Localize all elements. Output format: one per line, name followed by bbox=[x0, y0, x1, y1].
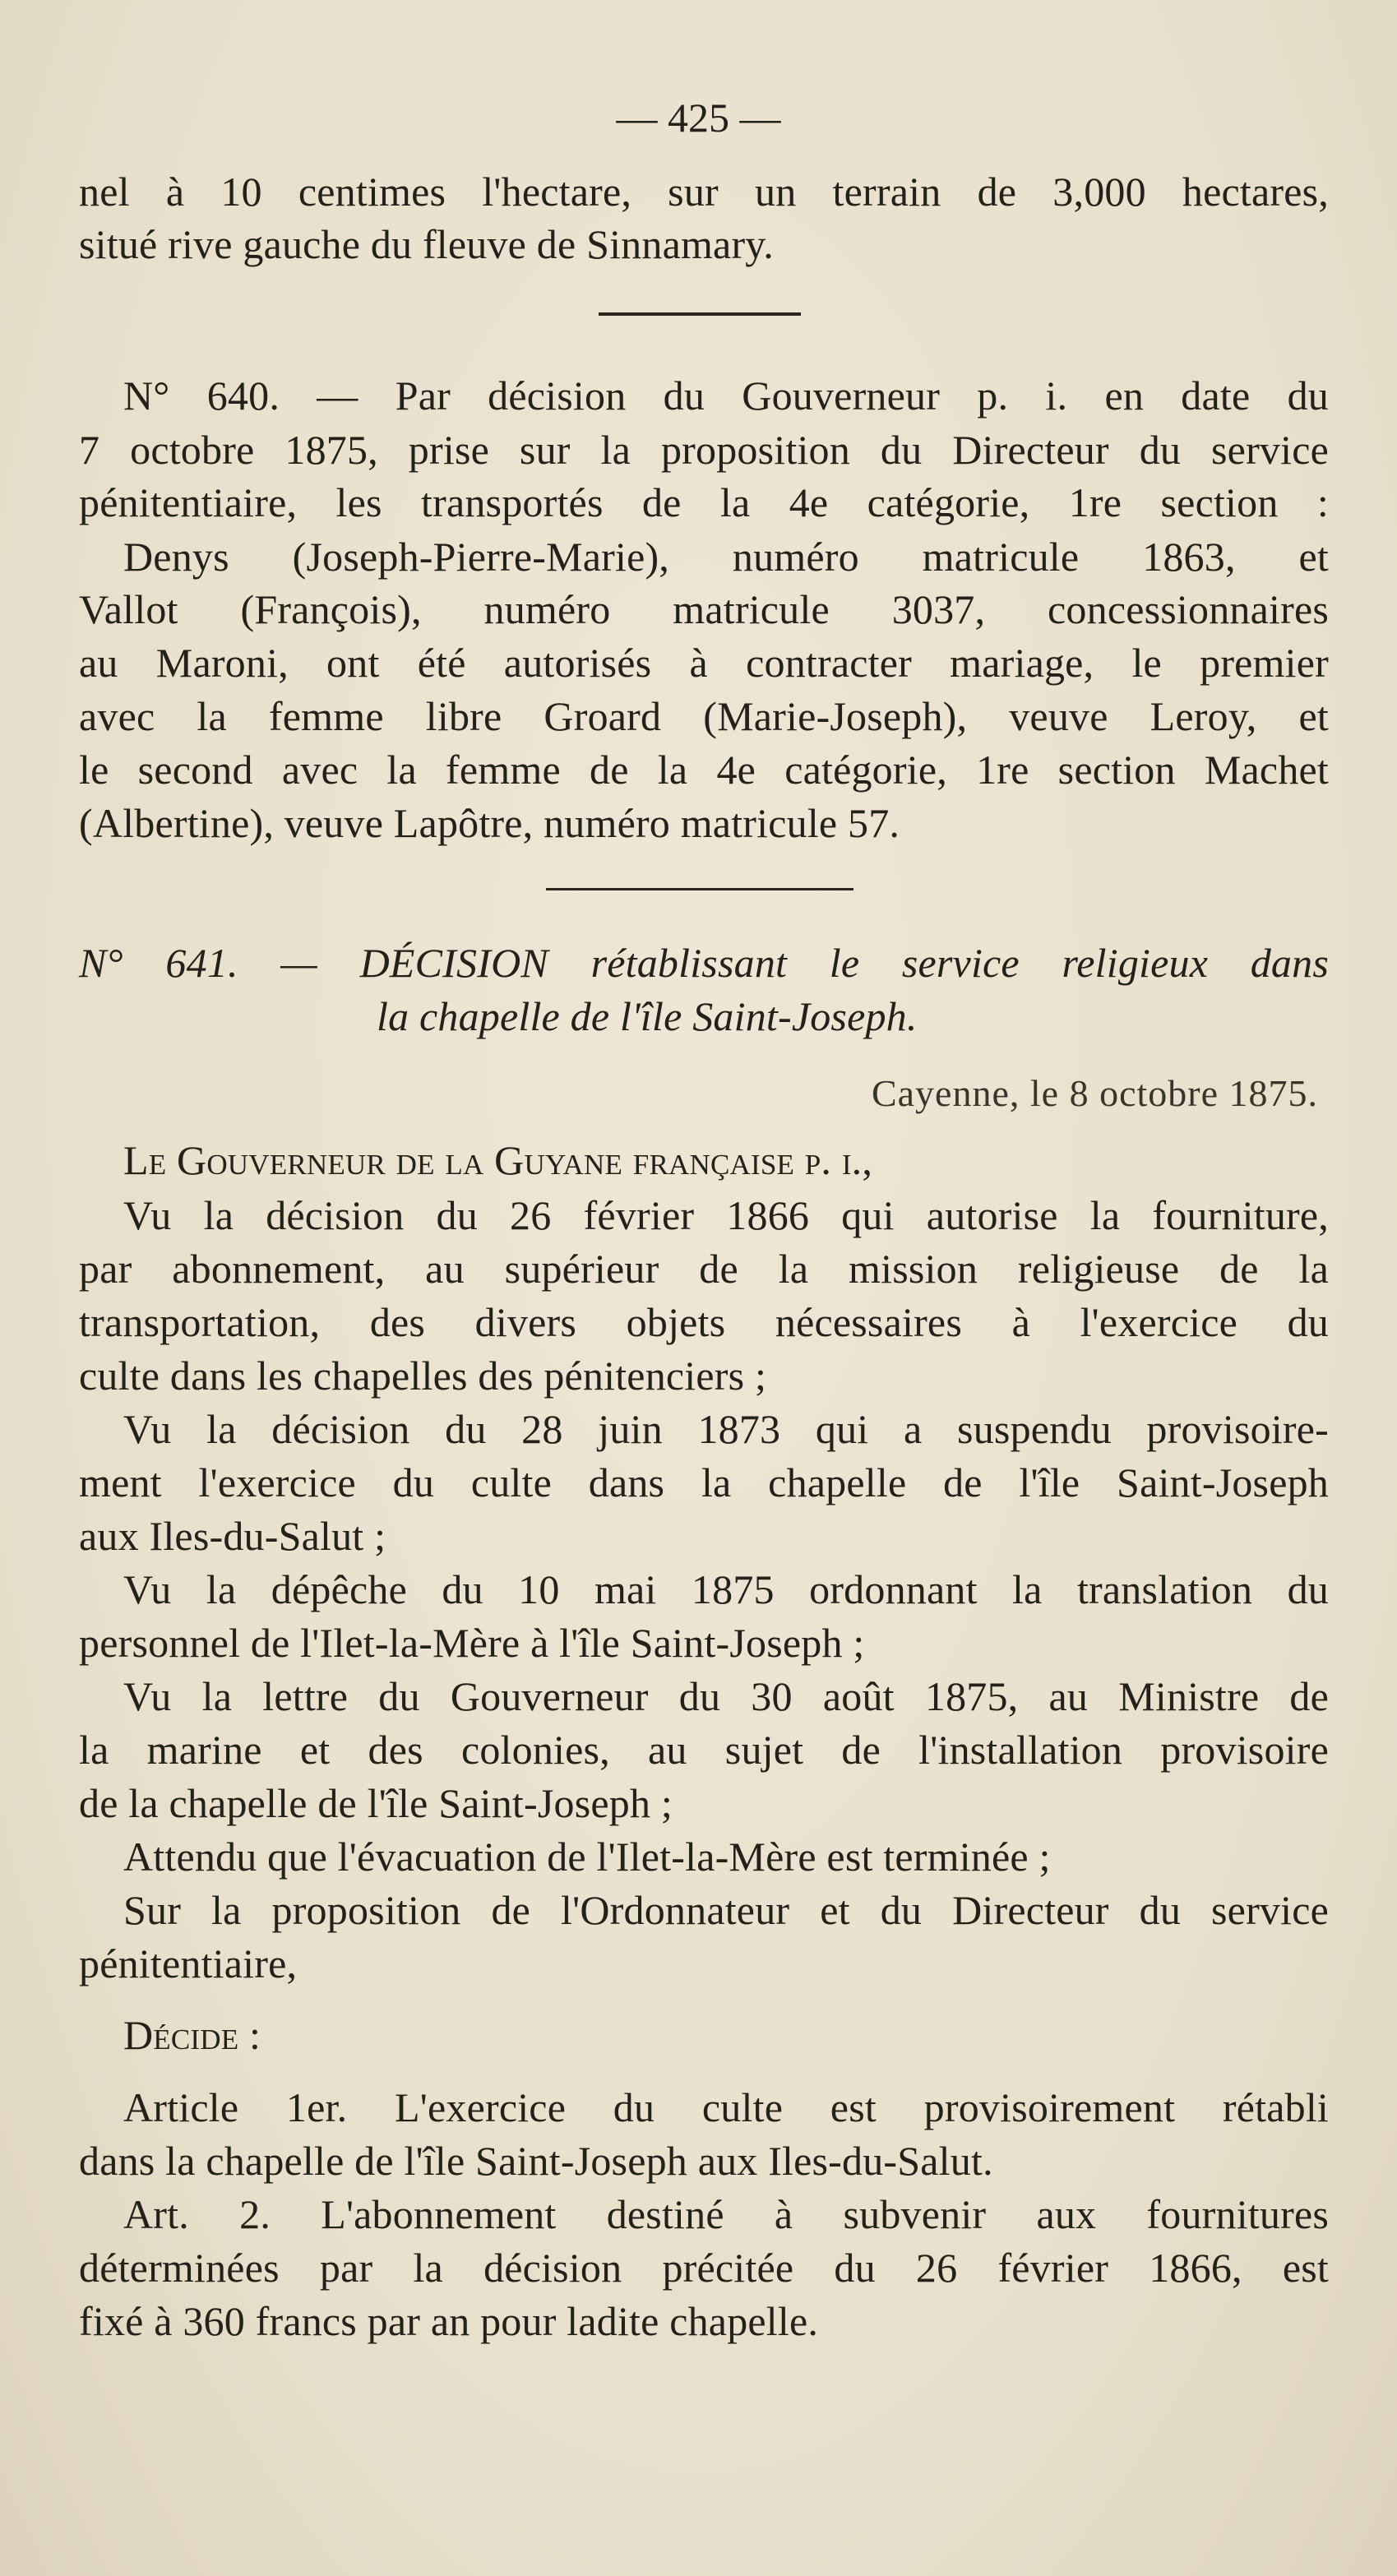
entry-641-line: transportation, des divers objets nécessaires à l'exercice du bbox=[79, 1299, 1329, 1345]
entry-640-line: Vallot (François), numéro matricule 3037, concessionnaires bbox=[79, 586, 1329, 632]
entry-641-line: la marine et des colonies, au sujet de l'installation provisoire bbox=[79, 1727, 1329, 1773]
entry-641-line: Vu la dépêche du 10 mai 1875 ordonnant la translation du bbox=[123, 1566, 1329, 1612]
entry-641-title-continued: la chapelle de l'île Saint-Joseph. bbox=[377, 993, 918, 1039]
entry-641-line: Sur la proposition de l'Ordonnateur et du Directeur du service bbox=[123, 1887, 1329, 1933]
entry-641-line: dans la chapelle de l'île Saint-Joseph aux Iles-du-Salut. bbox=[79, 2138, 993, 2184]
intro-line-2: situé rive gauche du fleuve de Sinnamary. bbox=[79, 221, 774, 267]
entry-641-line: Vu la décision du 28 juin 1873 qui a suspendu provisoire- bbox=[123, 1406, 1329, 1452]
section-divider-rule bbox=[599, 312, 801, 316]
entry-641-line: Article 1er. L'exercice du culte est provisoirement rétabli bbox=[123, 2084, 1329, 2130]
entry-641-title: N° 641. — DÉCISION rétablissant le service religieux dans bbox=[79, 940, 1329, 986]
section-divider-rule bbox=[546, 888, 853, 890]
entry-641-line: Art. 2. L'abonnement destiné à subvenir aux fournitures bbox=[123, 2191, 1329, 2237]
entry-640-line: avec la femme libre Groard (Marie-Joseph), veuve Leroy, et bbox=[79, 693, 1329, 739]
entry-640-line: (Albertine), veuve Lapôtre, numéro matricule 57. bbox=[79, 800, 900, 846]
dateline: Cayenne, le 8 octobre 1875. bbox=[871, 1072, 1318, 1114]
entry-640-line: Denys (Joseph-Pierre-Marie), numéro matricule 1863, et bbox=[123, 534, 1329, 580]
entry-641-line: par abonnement, au supérieur de la mission religieuse de la bbox=[79, 1246, 1329, 1292]
decide-heading: Décide : bbox=[123, 2012, 261, 2058]
entry-640-line: N° 640. — Par décision du Gouverneur p. i. en date du bbox=[123, 372, 1329, 419]
entry-641-line: Le Gouverneur de la Guyane française p. i., bbox=[123, 1137, 873, 1183]
entry-641-line: aux Iles-du-Salut ; bbox=[79, 1513, 386, 1559]
entry-641-line: Vu la lettre du Gouverneur du 30 août 1875, au Ministre de bbox=[123, 1673, 1329, 1719]
entry-640-line: pénitentiaire, les transportés de la 4e catégorie, 1re section : bbox=[79, 479, 1329, 525]
entry-641-line: fixé à 360 francs par an pour ladite chapelle. bbox=[79, 2298, 819, 2344]
entry-640-line: 7 octobre 1875, prise sur la proposition du Directeur du service bbox=[79, 427, 1329, 473]
intro-line-1: nel à 10 centimes l'hectare, sur un terrain de 3,000 hectares, bbox=[79, 169, 1329, 215]
entry-641-line: déterminées par la décision précitée du 26 février 1866, est bbox=[79, 2245, 1329, 2291]
entry-641-line: pénitentiaire, bbox=[79, 1940, 298, 1986]
entry-641-line: Vu la décision du 26 février 1866 qui autorise la fourniture, bbox=[123, 1192, 1329, 1238]
entry-641-line: de la chapelle de l'île Saint-Joseph ; bbox=[79, 1780, 673, 1826]
entry-641-line: ment l'exercice du culte dans la chapelle de l'île Saint-Joseph bbox=[79, 1459, 1329, 1505]
page-number: — 425 — bbox=[616, 95, 781, 141]
entry-640-line: le second avec la femme de la 4e catégorie, 1re section Machet bbox=[79, 747, 1329, 793]
entry-641-line: personnel de l'Ilet-la-Mère à l'île Saint-Joseph ; bbox=[79, 1620, 865, 1666]
entry-641-line: Attendu que l'évacuation de l'Ilet-la-Mère est terminée ; bbox=[123, 1834, 1051, 1880]
entry-641-line: culte dans les chapelles des pénitenciers ; bbox=[79, 1353, 767, 1399]
entry-640-line: au Maroni, ont été autorisés à contracter mariage, le premier bbox=[79, 640, 1329, 686]
